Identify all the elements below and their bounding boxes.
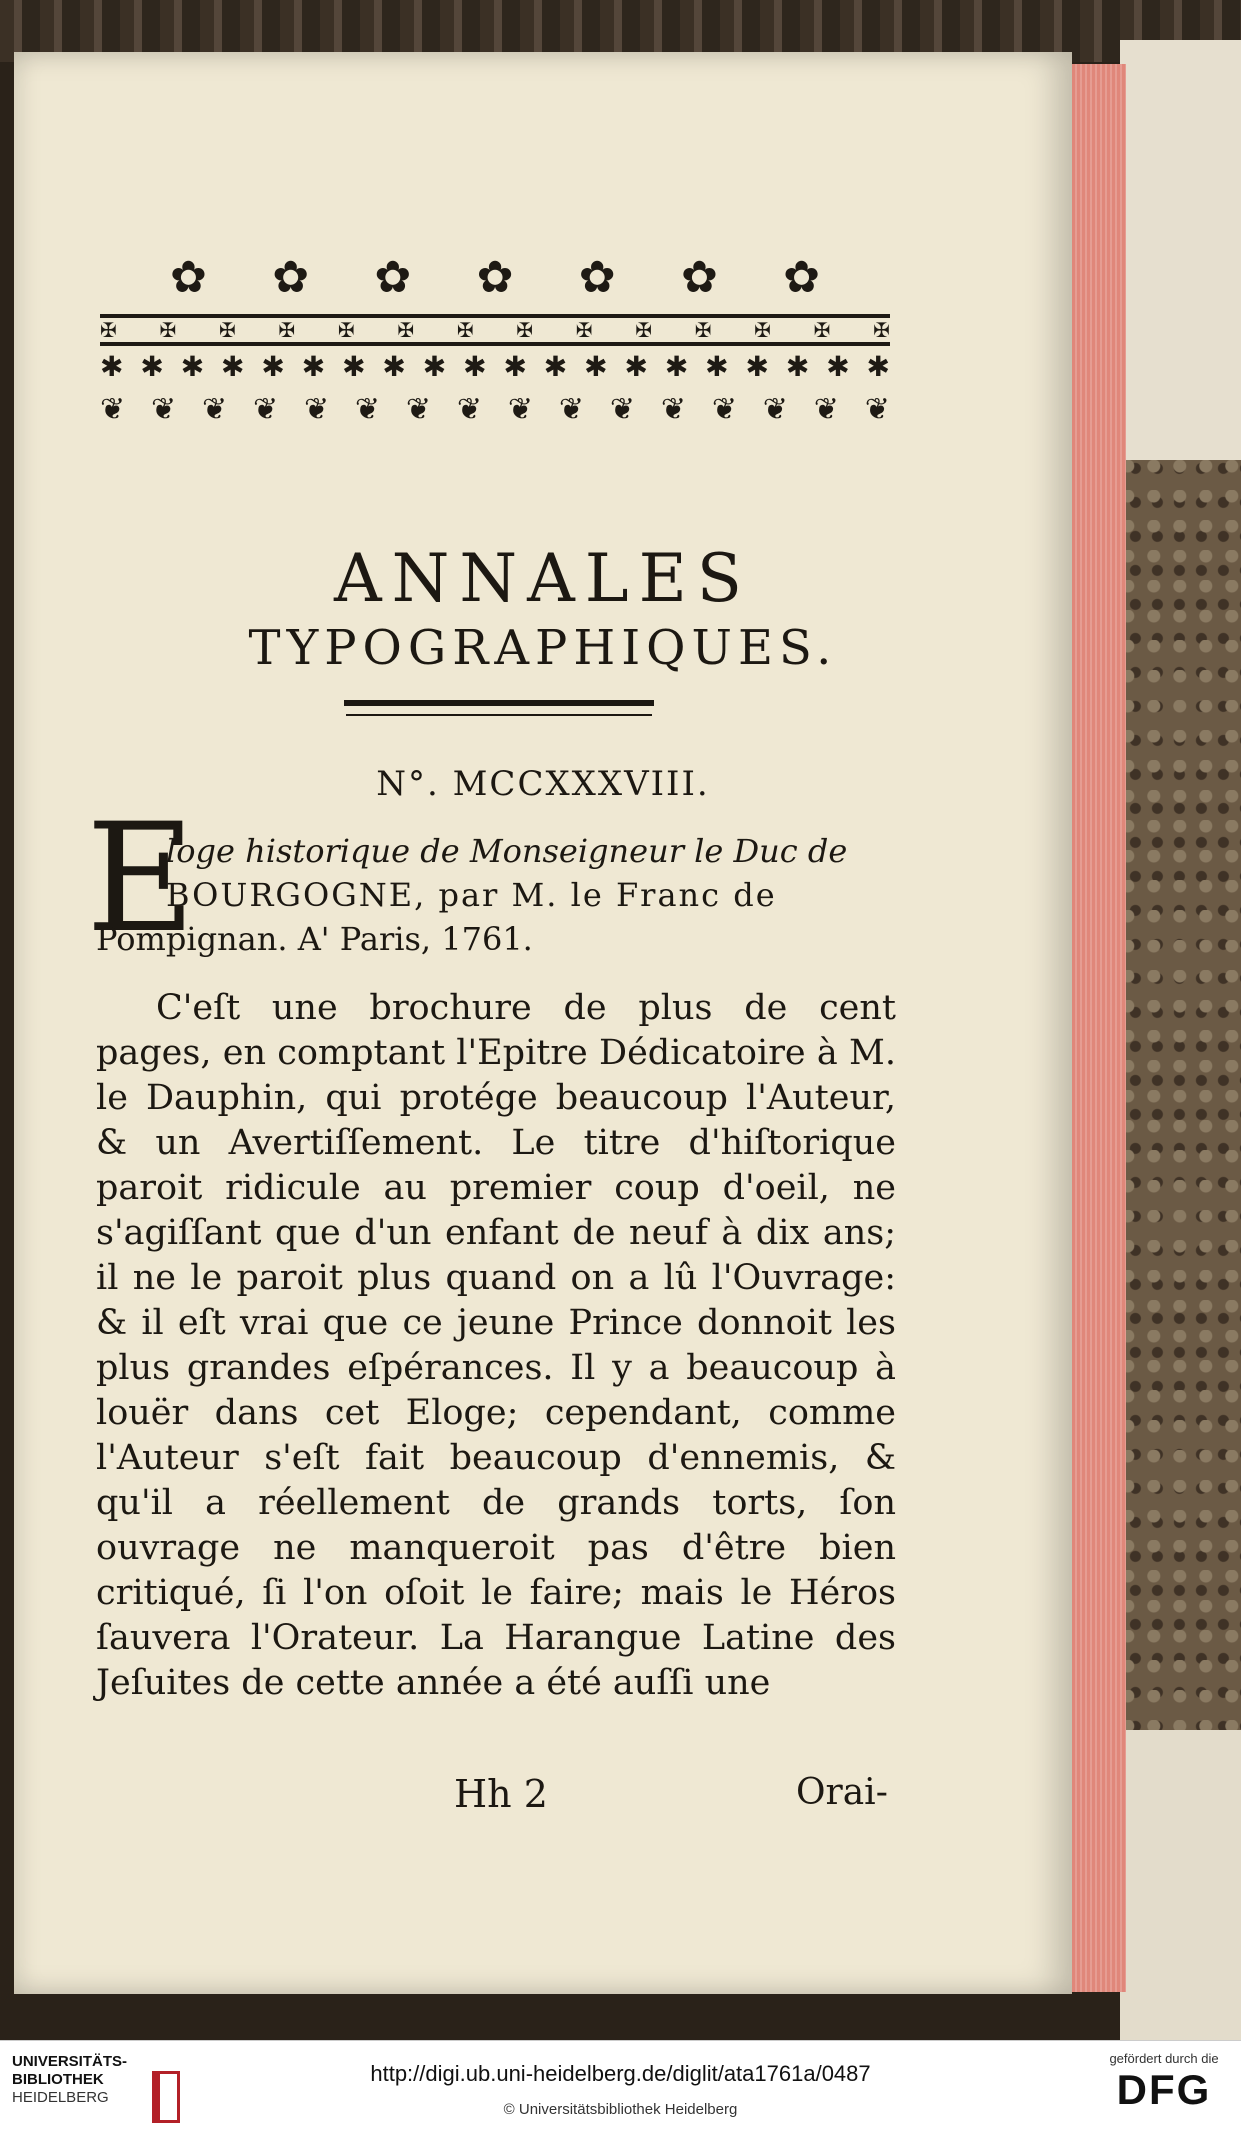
- entry-title-author: par M. le Franc de: [438, 876, 777, 914]
- star-icon: ✱: [705, 350, 729, 383]
- star-icon: ✱: [140, 350, 164, 383]
- star-icon: ✱: [826, 350, 850, 383]
- leaf-icon: ❦: [252, 392, 279, 427]
- entry-number: N°. MCCXXXVIII.: [376, 764, 710, 804]
- cross-icon: ✠: [100, 318, 117, 342]
- leaf-icon: ❦: [405, 392, 432, 427]
- permalink[interactable]: http://digi.ub.uni-heidelberg.de/diglit/ata1761a/0487: [370, 2061, 871, 2086]
- star-icon: ✱: [463, 350, 487, 383]
- leaf-icon: ❦: [303, 392, 330, 427]
- leaf-icon: ❦: [711, 392, 737, 427]
- entry-title-line3: Pompignan. A' Paris, 1761.: [96, 920, 533, 958]
- fleuron-icon: ✿: [476, 252, 514, 303]
- fleuron-icon: ✿: [680, 252, 718, 303]
- star-icon: ✱: [785, 350, 810, 383]
- leaf-icon: ❦: [762, 392, 788, 427]
- title-rule: [344, 700, 654, 706]
- star-icon: ✱: [261, 350, 285, 383]
- entry-title-caps: BOURGOGNE,: [166, 876, 427, 914]
- body-text: [96, 986, 896, 1706]
- leaf-icon: ❦: [201, 392, 228, 427]
- fleuron-icon: ✿: [170, 252, 207, 303]
- star-icon: ✱: [180, 350, 205, 383]
- star-icon: ✱: [221, 350, 245, 383]
- signature-mark: Hh 2: [454, 1772, 548, 1816]
- ornament-fleurons: [100, 252, 890, 312]
- cross-icon: ✠: [397, 318, 415, 342]
- cross-icon: ✠: [635, 318, 652, 342]
- ornament-leaves: [100, 392, 890, 432]
- star-icon: ✱: [745, 350, 769, 383]
- cross-icon: ✠: [813, 318, 831, 342]
- leaf-icon: ❦: [558, 392, 584, 427]
- leaf-icon: ❦: [150, 392, 177, 427]
- cross-icon: ✠: [575, 318, 593, 342]
- cross-icon: ✠: [159, 318, 177, 342]
- drop-cap: E: [86, 792, 196, 966]
- leaf-icon: ❦: [100, 392, 126, 427]
- star-icon: ✱: [664, 350, 689, 383]
- fleuron-icon: ✿: [272, 252, 310, 303]
- star-icon: ✱: [866, 350, 890, 383]
- fleuron-icon: ✿: [374, 252, 412, 303]
- ornament-stars: [100, 350, 890, 384]
- fleuron-icon: ✿: [783, 252, 820, 303]
- body-paragraph: C'eſt une brochure de plus de cent pages, en comptant l'Epitre Dédicatoire à M. le Dauphin, qui protége beaucoup l'Auteur, & un Avertiſſement. Le titre d'hiſtorique paroit ridicule au premier coup d'oeil, ne s'agiſſant que d'un enfant de neuf à dix ans; il ne le paroit plus quand on a lû l'Ouvrage: & il eſt vrai que ce jeune Prince donnoit les plus grandes eſpérances. Il y a beaucoup à louër dans cet Eloge; cependant, comme l'Auteur s'eſt fait beaucoup d'ennemis, & qu'il a réellement de grands torts, ſon ouvrage ne manqueroit pas d'être bien critiqué, ſi l'on oſoit le faire; mais le Héros ſauvera l'Orateur. La Harangue Latine des Jeſuites de cette année a été auſſi une: [96, 988, 896, 1703]
- star-icon: ✱: [382, 350, 406, 383]
- library-name-line2: BIBLIOTHEK: [12, 2071, 104, 2088]
- vellum-corner-bottom: [1120, 1730, 1241, 2040]
- cross-icon: ✠: [278, 318, 296, 342]
- cross-icon: ✠: [754, 318, 771, 342]
- ornament-band: [100, 314, 890, 346]
- star-icon: ✱: [584, 350, 608, 383]
- leaf-icon: ❦: [864, 392, 890, 427]
- cross-icon: ✠: [456, 318, 474, 342]
- dfg-caption: gefördert durch die: [1109, 2051, 1219, 2066]
- star-icon: ✱: [422, 350, 447, 383]
- leaf-icon: ❦: [507, 392, 534, 427]
- viewer-footer: [0, 2040, 1241, 2131]
- page-title: ANNALES: [333, 540, 753, 617]
- entry-title-line2: [166, 876, 896, 914]
- leaf-icon: ❦: [660, 392, 686, 427]
- library-name-line1: UNIVERSITÄTS-: [12, 2053, 128, 2070]
- page-edge: [1070, 64, 1126, 1992]
- cross-icon: ✠: [694, 318, 712, 342]
- cross-icon: ✠: [218, 318, 236, 342]
- entry-title-line1: loge historique de Monseigneur le Duc de: [166, 832, 848, 870]
- cross-icon: ✠: [873, 318, 890, 342]
- vellum-corner-top: [1120, 40, 1241, 460]
- library-name-line3: HEIDELBERG: [12, 2089, 109, 2106]
- star-icon: ✱: [624, 350, 648, 383]
- star-icon: ✱: [503, 350, 527, 383]
- leaf-icon: ❦: [456, 392, 483, 427]
- star-icon: ✱: [100, 350, 124, 383]
- leaf-icon: ❦: [609, 392, 635, 427]
- dfg-logo[interactable]: [1098, 2051, 1230, 2114]
- cross-icon: ✠: [337, 318, 355, 342]
- page-subtitle: TYPOGRAPHIQUES.: [248, 620, 838, 676]
- star-icon: ✱: [342, 350, 366, 383]
- star-icon: ✱: [543, 350, 568, 383]
- dfg-wordmark: DFG: [1116, 2066, 1212, 2113]
- leaf-icon: ❦: [813, 392, 839, 427]
- fleuron-icon: ✿: [578, 252, 616, 303]
- cross-icon: ✠: [516, 318, 534, 342]
- catchword: Orai-: [796, 1772, 888, 1813]
- book-page: [14, 52, 1072, 1994]
- copyright-notice: © Universitätsbibliothek Heidelberg: [503, 2101, 738, 2118]
- leaf-icon: ❦: [354, 392, 381, 427]
- star-icon: ✱: [301, 350, 326, 383]
